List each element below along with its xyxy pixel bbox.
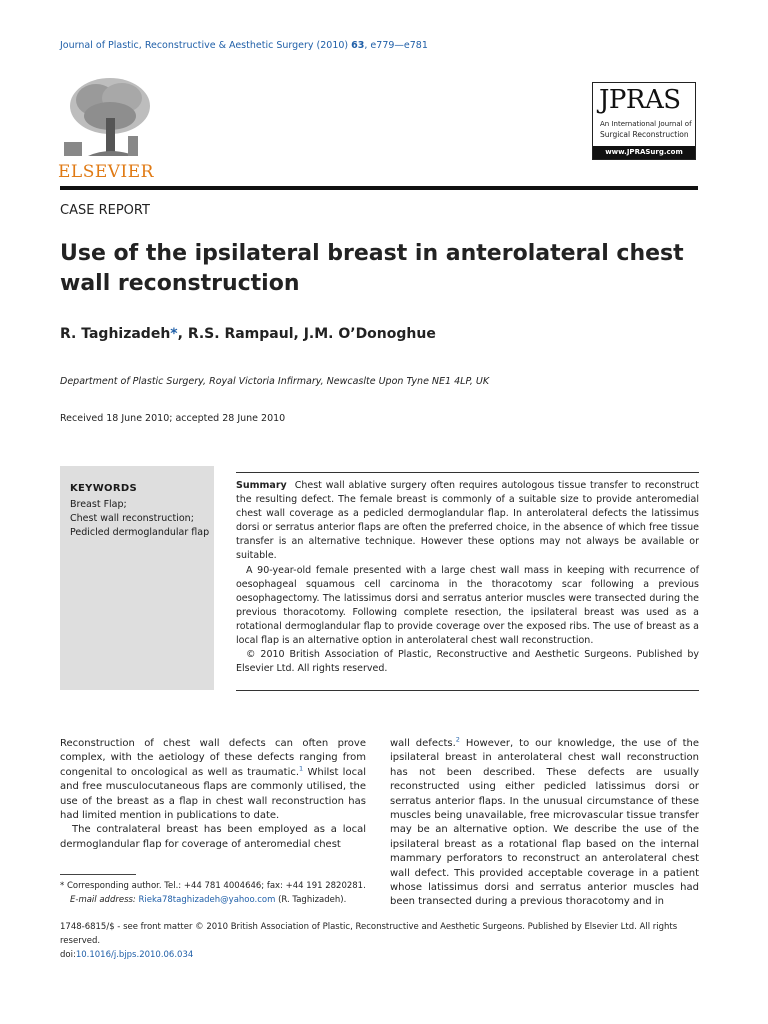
elsevier-wordmark: ELSEVIER: [58, 162, 154, 182]
email-label: E-mail address:: [70, 894, 136, 905]
author-rest[interactable]: , R.S. Rampaul, J.M. O’Donoghue: [177, 326, 436, 342]
body-paragraph: The contralateral breast has been employed as a local dermoglandular flap for coverage of anteromedial chest: [60, 824, 366, 850]
article-title: Use of the ipsilateral breast in anterolateral chest wall reconstruction: [60, 241, 684, 296]
summary-paragraph: [236, 479, 699, 564]
doi-prefix: doi:: [60, 950, 76, 960]
body-paragraph: [60, 737, 366, 823]
reference-link-2[interactable]: 2: [455, 735, 460, 744]
footnote-email-line: [60, 894, 370, 908]
jpras-subtitle-2: Surgical Reconstruction: [600, 130, 689, 139]
reference-link-1[interactable]: 1: [299, 764, 304, 773]
jpras-subtitle-1: An International Journal of: [600, 120, 692, 128]
journal-citation[interactable]: [60, 40, 428, 51]
keywords-box: [60, 466, 214, 690]
front-matter-line: 1748-6815/$ - see front matter © 2010 British Association of Plastic, Reconstructive and Aesthetic Surgeons. Published by Elsevier Ltd. All rights reserved.: [60, 922, 678, 946]
keyword-item: Breast Flap;: [70, 499, 127, 510]
article-type: CASE REPORT: [60, 203, 150, 218]
journal-volume: 63: [351, 40, 365, 51]
copyright-footer: [60, 920, 700, 962]
summary-bottom-rule: [236, 690, 699, 691]
jpras-logo: [592, 82, 696, 160]
body-text: wall defects.: [390, 738, 456, 749]
body-paragraph: [390, 737, 699, 910]
email-suffix: (R. Taghizadeh).: [275, 894, 347, 905]
summary-label: Summary: [236, 480, 287, 491]
keyword-item: Pedicled dermoglandular flap: [70, 527, 210, 538]
summary-text-1: Chest wall ablative surgery often requires autologous tissue transfer to reconstruct the resulting defect. The female breast is commonly of a suitable size to provide anteromedial chest wall coverage as a pedicled dermoglandular flap. In anterolateral defects the latissimus dorsi or serratus anterior flaps are often the preferred choice, in the absence of which free tissue transfer is an alternative technique. However these options may not always be available or suitable.: [236, 480, 699, 562]
body-text: Whilst local and free musculocutaneous flaps are commonly utilised, the use of the breast as a flap in chest wall reconstruction has had limited mention in publications to date.: [60, 766, 366, 822]
affiliation: Department of Plastic Surgery, Royal Victoria Infirmary, Newcaslte Upon Tyne NE1 4LP, UK: [60, 376, 490, 387]
jpras-title: JPRAS: [599, 85, 681, 115]
body-text: Reconstruction of chest wall defects can often prove complex, with the aetiology of these defects ranging from congenital to oncological as well as traumatic.: [60, 738, 366, 778]
email-link[interactable]: Rieka78taghizadeh@yahoo.com: [138, 894, 276, 905]
body-text: However, to our knowledge, the use of the ipsilateral breast in anterolateral chest wall reconstruction has not been described. These defects are usually reconstructed using either pedicled latissimus dorsi or serratus anterior flaps. In the unusual circumstance of these muscles being unavailable, free microvascular tissue transfer may be an alternative option. We describe the use of the ipsilateral breast as a rotational flap based on the internal mammary perforators to reconstruct an anterolateral chest wall defect. This provided acceptable coverage in a patient whose latissimus dorsi and serratus anterior muscles had been transected during a previous thoracotomy and in: [390, 738, 699, 908]
doi-link[interactable]: 10.1016/j.bjps.2010.06.034: [75, 950, 194, 960]
summary-copyright: © 2010 British Association of Plastic, Reconstructive and Aesthetic Surgeons. Published by Elsevier Ltd. All rights reserved.: [236, 649, 699, 675]
body-column-right: [390, 737, 699, 910]
footnote-contact: Corresponding author. Tel.: +44 781 4004646; fax: +44 191 2820281.: [66, 881, 366, 891]
summary-paragraph-2: A 90-year-old female presented with a large chest wall mass in keeping with recurrence of oesophageal squamous cell carcinoma in the thoracotomy scar following a previous oesophagectomy. The latissimus dorsi and serratus anterior muscles were transected during the previous thoracotomy. Following complete resection, the ipsilateral breast was used as a rotational dermoglandular flap to provide coverage over the exposed ribs. The use of breast as a local flap is an alternative option in anterolateral chest wall reconstruction.: [236, 564, 699, 647]
jpras-url[interactable]: www.JPRASurg.com: [593, 146, 695, 159]
footnote-corresponding: [60, 880, 370, 894]
authors: [60, 326, 436, 342]
header-rule: [60, 186, 698, 190]
keywords-heading: KEYWORDS: [70, 483, 137, 494]
footnote-star: *: [60, 881, 65, 891]
author-first[interactable]: R. Taghizadeh: [60, 326, 171, 342]
received-dates: Received 18 June 2010; accepted 28 June 2010: [60, 413, 286, 424]
footnote-rule: [60, 874, 136, 875]
journal-pages: , e779—e781: [364, 40, 428, 51]
keywords-list: [70, 498, 210, 540]
journal-name: Journal of Plastic, Reconstructive & Aesthetic Surgery (2010): [60, 40, 349, 51]
keyword-item: Chest wall reconstruction;: [70, 513, 194, 524]
body-column-left: [60, 737, 366, 852]
doi-line: [60, 948, 700, 962]
summary-abstract: [236, 479, 699, 676]
summary-top-rule: [236, 472, 699, 473]
elsevier-tree-logo: [58, 72, 158, 162]
corresponding-author-marker[interactable]: *: [170, 326, 178, 342]
footnote: [60, 880, 370, 907]
